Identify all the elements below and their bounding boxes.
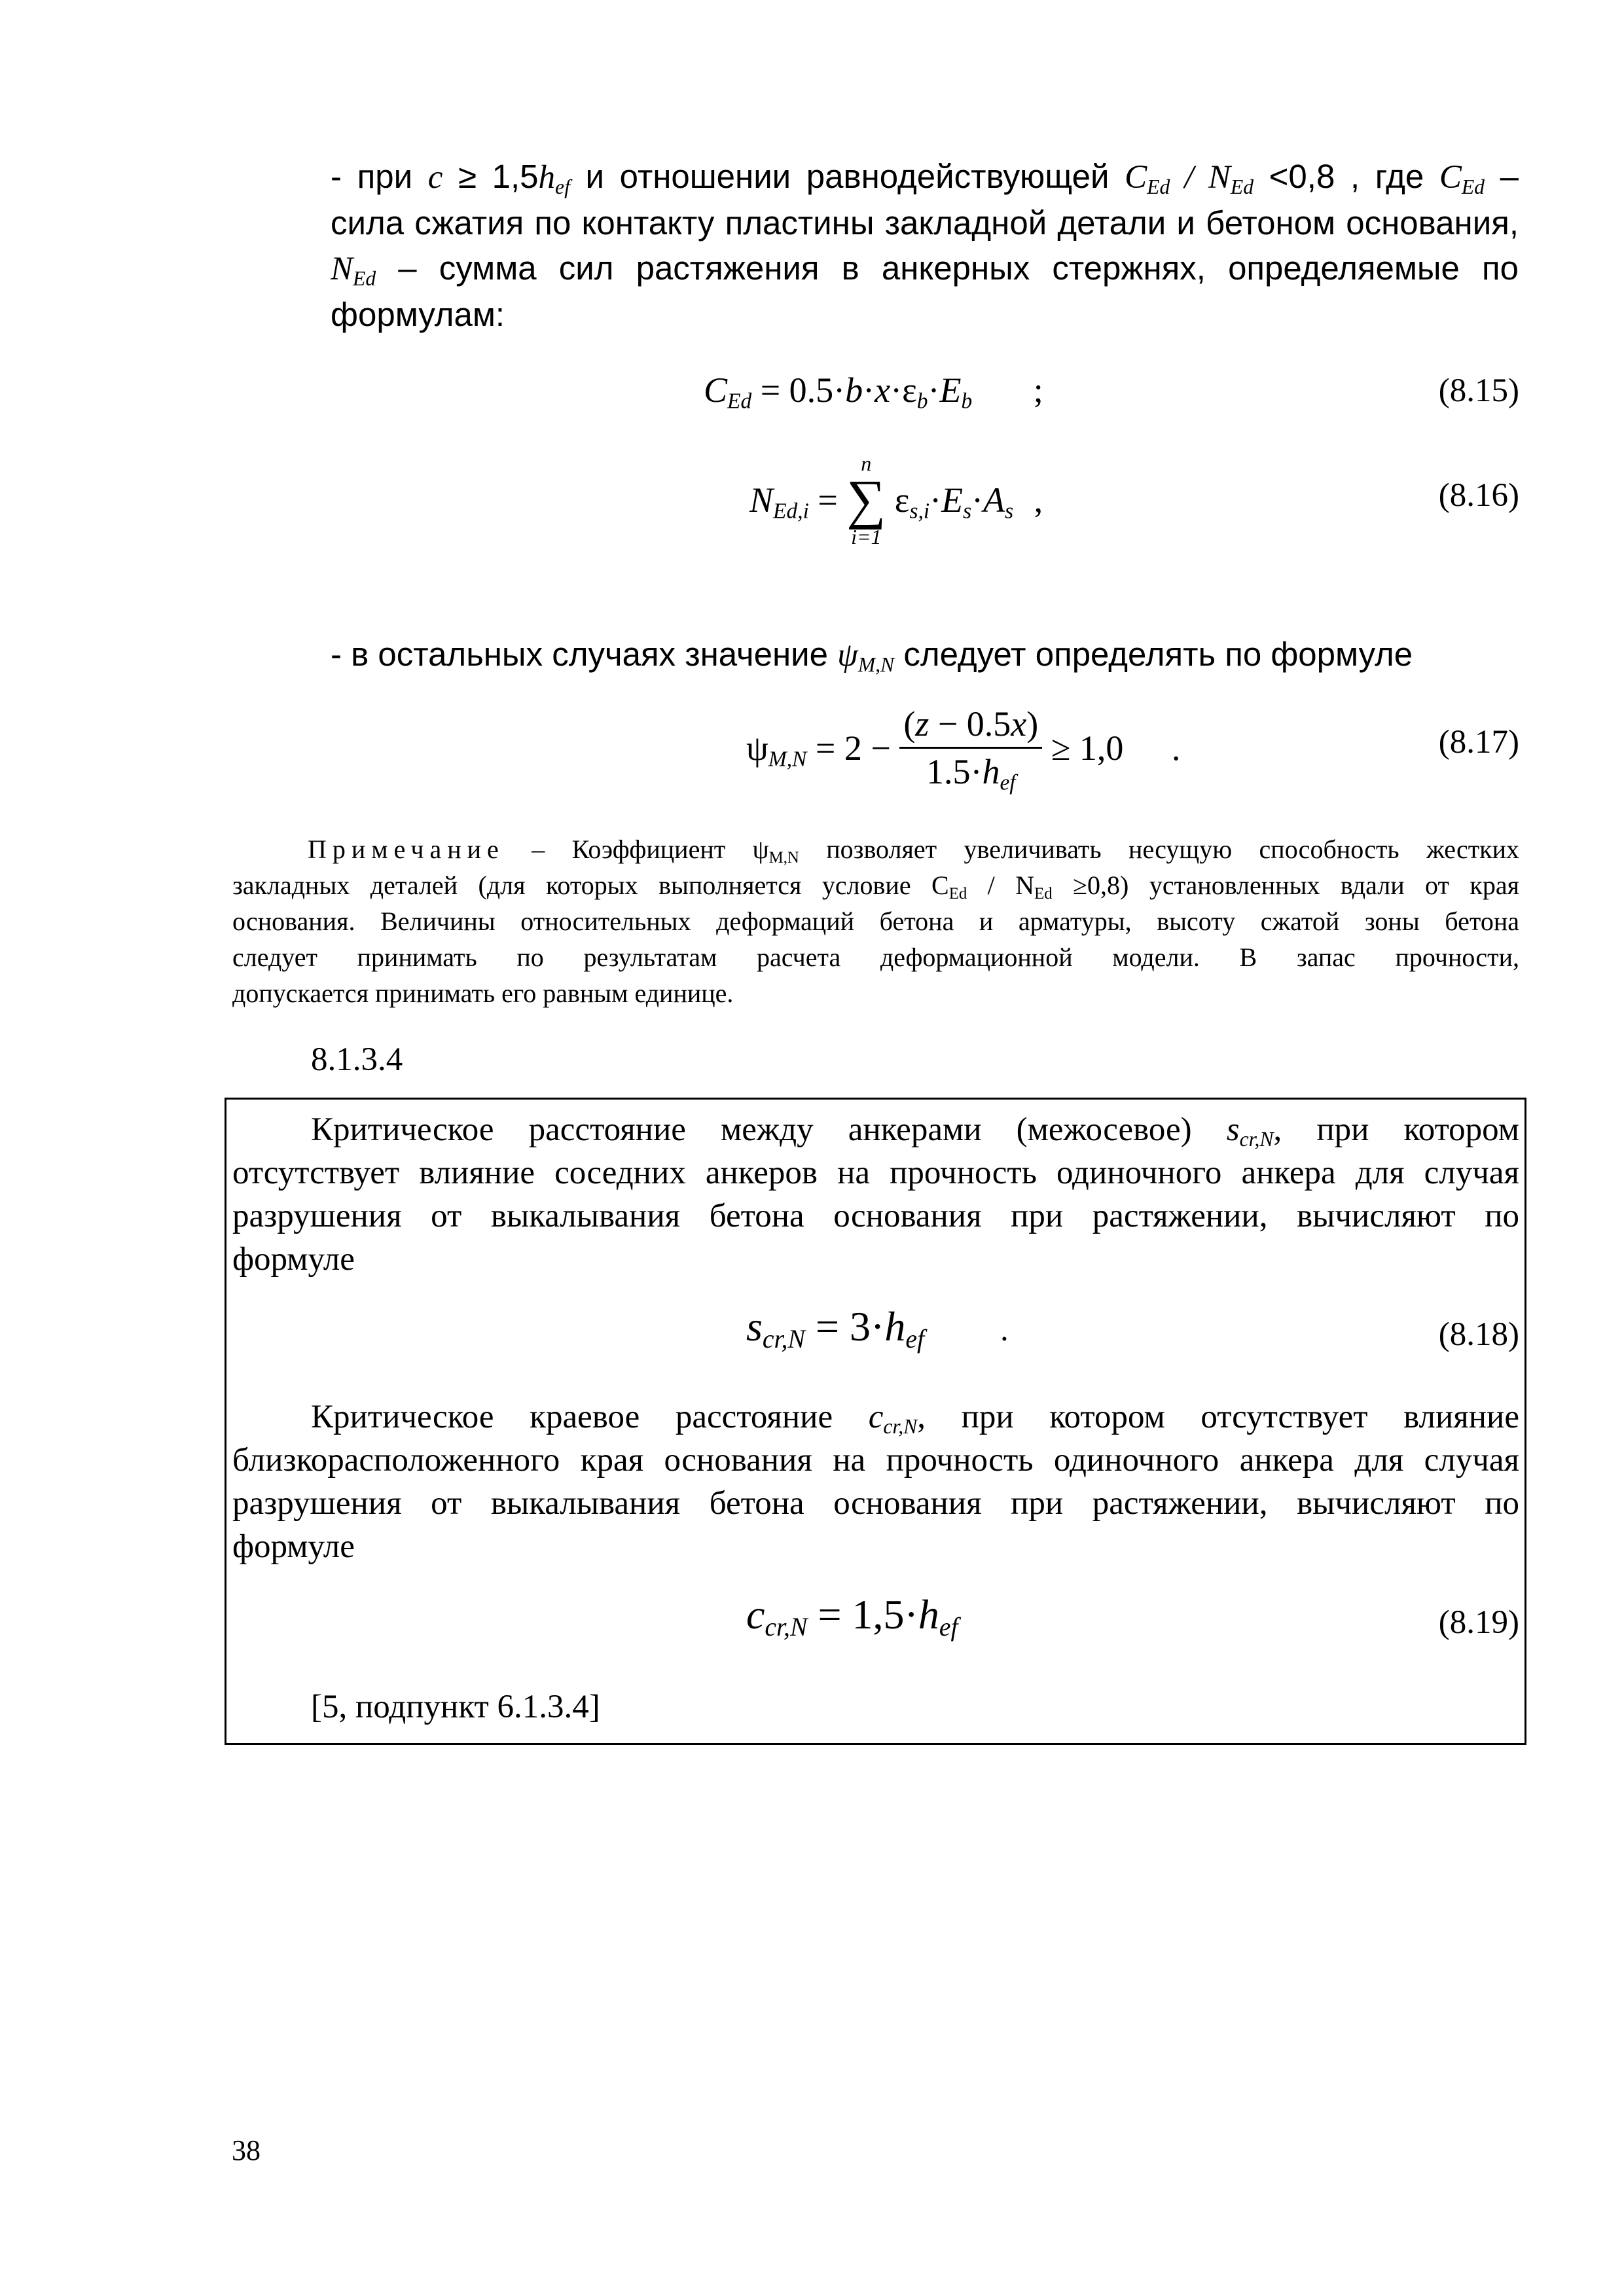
fraction: $\frac{(z - 0.5x)}{1.5\cdot h_{ef}}$ xyxy=(899,704,1042,792)
formula-8-15: $C_{Ed} = 0.5\cdot b\cdot x\cdot\varepsilon_b\cdot E_b$ ; xyxy=(704,370,1043,414)
note-line-3: основания. Величины относительных деформаций бетона и арматуры, высоту сжатой зоны бетона xyxy=(232,906,1519,936)
section-number: 8.1.3.4 xyxy=(311,1041,403,1078)
box-p1-line-4: формуле xyxy=(232,1241,355,1278)
sum-symbol: n ∑ i=1 xyxy=(846,452,886,548)
intro-paragraph xyxy=(331,154,1519,337)
box-p1-line-1: Критическое расстояние между анкерами (межосевое) $s_{cr,N}$, при котором xyxy=(311,1111,1519,1151)
note-line-1: Примечание – Коэффициент $\psi_{M,N}$ позволяет увеличивать несущую способность жестких xyxy=(308,834,1520,867)
formula-8-16: $N_{Ed,i}$ = n ∑ i=1 $\varepsilon_{s,i}\cdot E_s\cdot A_s$ , xyxy=(749,452,1043,548)
box-p2-line-4: формуле xyxy=(232,1528,355,1565)
intro-line-2: сила сжатия по контакту пластины закладной детали и бетоном основания, xyxy=(331,204,1519,242)
note-line-2: закладных деталей (для которых выполняется условие $C_{Ed} / N_{Ed} \ge 0,8$) установленных вдали от края xyxy=(232,870,1520,903)
box-p1-line-3: разрушения от выкалывания бетона основания при растяжении, вычисляют по xyxy=(232,1198,1519,1234)
box-p2-line-3: разрушения от выкалывания бетона основания при растяжении, вычисляют по xyxy=(232,1485,1519,1522)
formula-8-16-trailing: , xyxy=(1034,480,1043,520)
equation-number-8-15: (8.15) xyxy=(1438,372,1519,409)
intro-line-3: $N_{Ed}$ – сумма сил растяжения в анкерных стержнях, определяемые по xyxy=(331,249,1519,290)
note-block xyxy=(232,831,1519,1011)
formula-8-17-trailing: . xyxy=(1171,728,1181,768)
equation-number-8-18: (8.18) xyxy=(1438,1316,1519,1353)
page-number: 38 xyxy=(232,2134,261,2166)
box-paragraph-1 xyxy=(232,1108,1519,1281)
note-label: Примечание xyxy=(308,834,505,864)
intro-line-1: - при $c \ge 1,5h_{ef}$ и отношении равнодействующей $C_{Ed} / N_{Ed} <0,8$ , где $C_{Ed}$ – xyxy=(331,158,1519,198)
intro-line-4: формулам: xyxy=(331,296,505,333)
equation-number-8-17: (8.17) xyxy=(1438,724,1519,761)
formula-8-15-trailing: ; xyxy=(1033,370,1043,410)
formula-8-18: $s_{cr,N} = 3\cdot h_{ef}$ . xyxy=(746,1303,1009,1354)
formula-8-17: $\psi_{M,N} = 2$ − $\frac{(z - 0.5x)}{1.5\cdot h_{ef}}$ ≥ 1,0 . xyxy=(746,704,1181,795)
formula-8-18-trailing: . xyxy=(1000,1312,1009,1348)
box-paragraph-2 xyxy=(232,1395,1519,1568)
box-reference xyxy=(232,1685,1519,1729)
note-line-5: допускается принимать его равным единице. xyxy=(232,978,734,1008)
formula-8-19: $c_{cr,N} = 1,5\cdot h_{ef}$ xyxy=(746,1591,958,1642)
reference-text: [5, подпункт 6.1.3.4] xyxy=(311,1689,600,1725)
box-p2-line-1: Критическое краевое расстояние $c_{cr,N}$, при котором отсутствует влияние xyxy=(311,1399,1519,1438)
box-p1-line-2: отсутствует влияние соседних анкеров на прочность одиночного анкера для случая xyxy=(232,1155,1519,1191)
other-cases-line: - в остальных случаях значение $\psi_{M,N}$ следует определять по формуле xyxy=(331,636,1413,676)
equation-number-8-16: (8.16) xyxy=(1438,477,1519,514)
note-line-4: следует принимать по результатам расчета деформационной модели. В запас прочности, xyxy=(232,942,1519,972)
box-p2-line-2: близкорасположенного края основания на прочность одиночного анкера для случая xyxy=(232,1442,1519,1479)
equation-number-8-19: (8.19) xyxy=(1438,1604,1519,1641)
